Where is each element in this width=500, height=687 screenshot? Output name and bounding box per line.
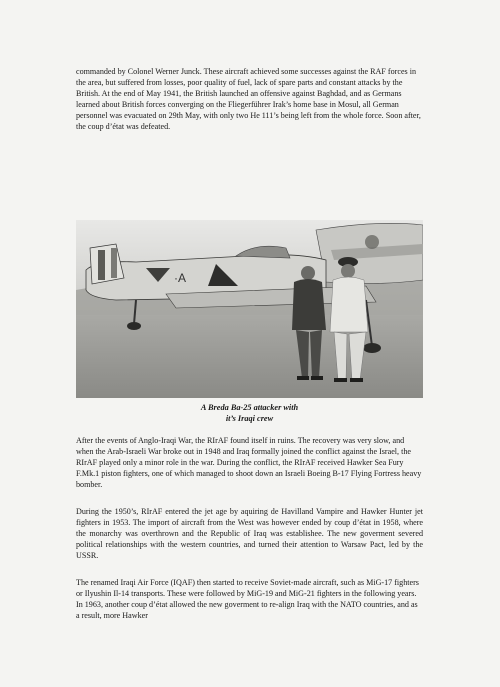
figure-caption	[76, 403, 423, 424]
paragraph-3: During the 1950’s, RIrAF entered the jet age by aquiring de Havilland Vampire and Hawker Hunter jet fighters in 1953. The import of aircraft from the West was however ended by coup d’état in 1958, where the monarchy was overthrown and the Republic of Iraq was establishee. The new goverment severed political relationships with the western countries, and turned their attention to Warsaw Pact, led by the USSR.	[76, 507, 423, 560]
caption-line-1: A Breda Ba-25 attacker with	[200, 403, 299, 412]
breda-ba25-photo-illustration	[76, 220, 423, 398]
paragraph-1: commanded by Colonel Werner Junck. These aircraft achieved some successes against the RAF forces in the area, but suffered from losses, poor quality of fuel, lack of spare parts and constant attacks by the British. At the end of May 1941, the British launched an offensive against Baghdad, and as Germans learned about British forces converging on the Fliegerführer Irak’s home base in Mosul, all German personnel was evacuated on 29th May, with only two He 111’s being left from the whole force. Soon after, the coup d’état was defeated.	[76, 67, 421, 131]
paragraph-4: The renamed Iraqi Air Force (IQAF) then started to receive Soviet-made aircraft, such as MiG-17 fighters or Ilyushin Il-14 transports. These were followed by MiG-19 and MiG-21 fighters in the following years. In 1963, another coup d’état allowed the new goverment to re-align Iraq with the NATO countries, and as a result, more Hawker	[76, 578, 419, 620]
aircraft-photo	[76, 220, 423, 398]
paragraph-2: After the events of Anglo-Iraqi War, the RIrAF found itself in ruins. The recovery was very slow, and when the Arab-Israeli War broke out in 1948 and Iraq formally joined the conflict against the Israel, the RIrAF played only a minor role in the war. During the conflict, the RIrAF received Hawker Sea Fury F.Mk.1 piston fighters, one of which managed to shoot down an Israeli Boeing B-17 Flying Fortress heavy bomber.	[76, 436, 422, 489]
svg-text:·A: ·A	[174, 271, 186, 285]
caption-line-2: it’s Iraqi crew	[225, 413, 274, 423]
